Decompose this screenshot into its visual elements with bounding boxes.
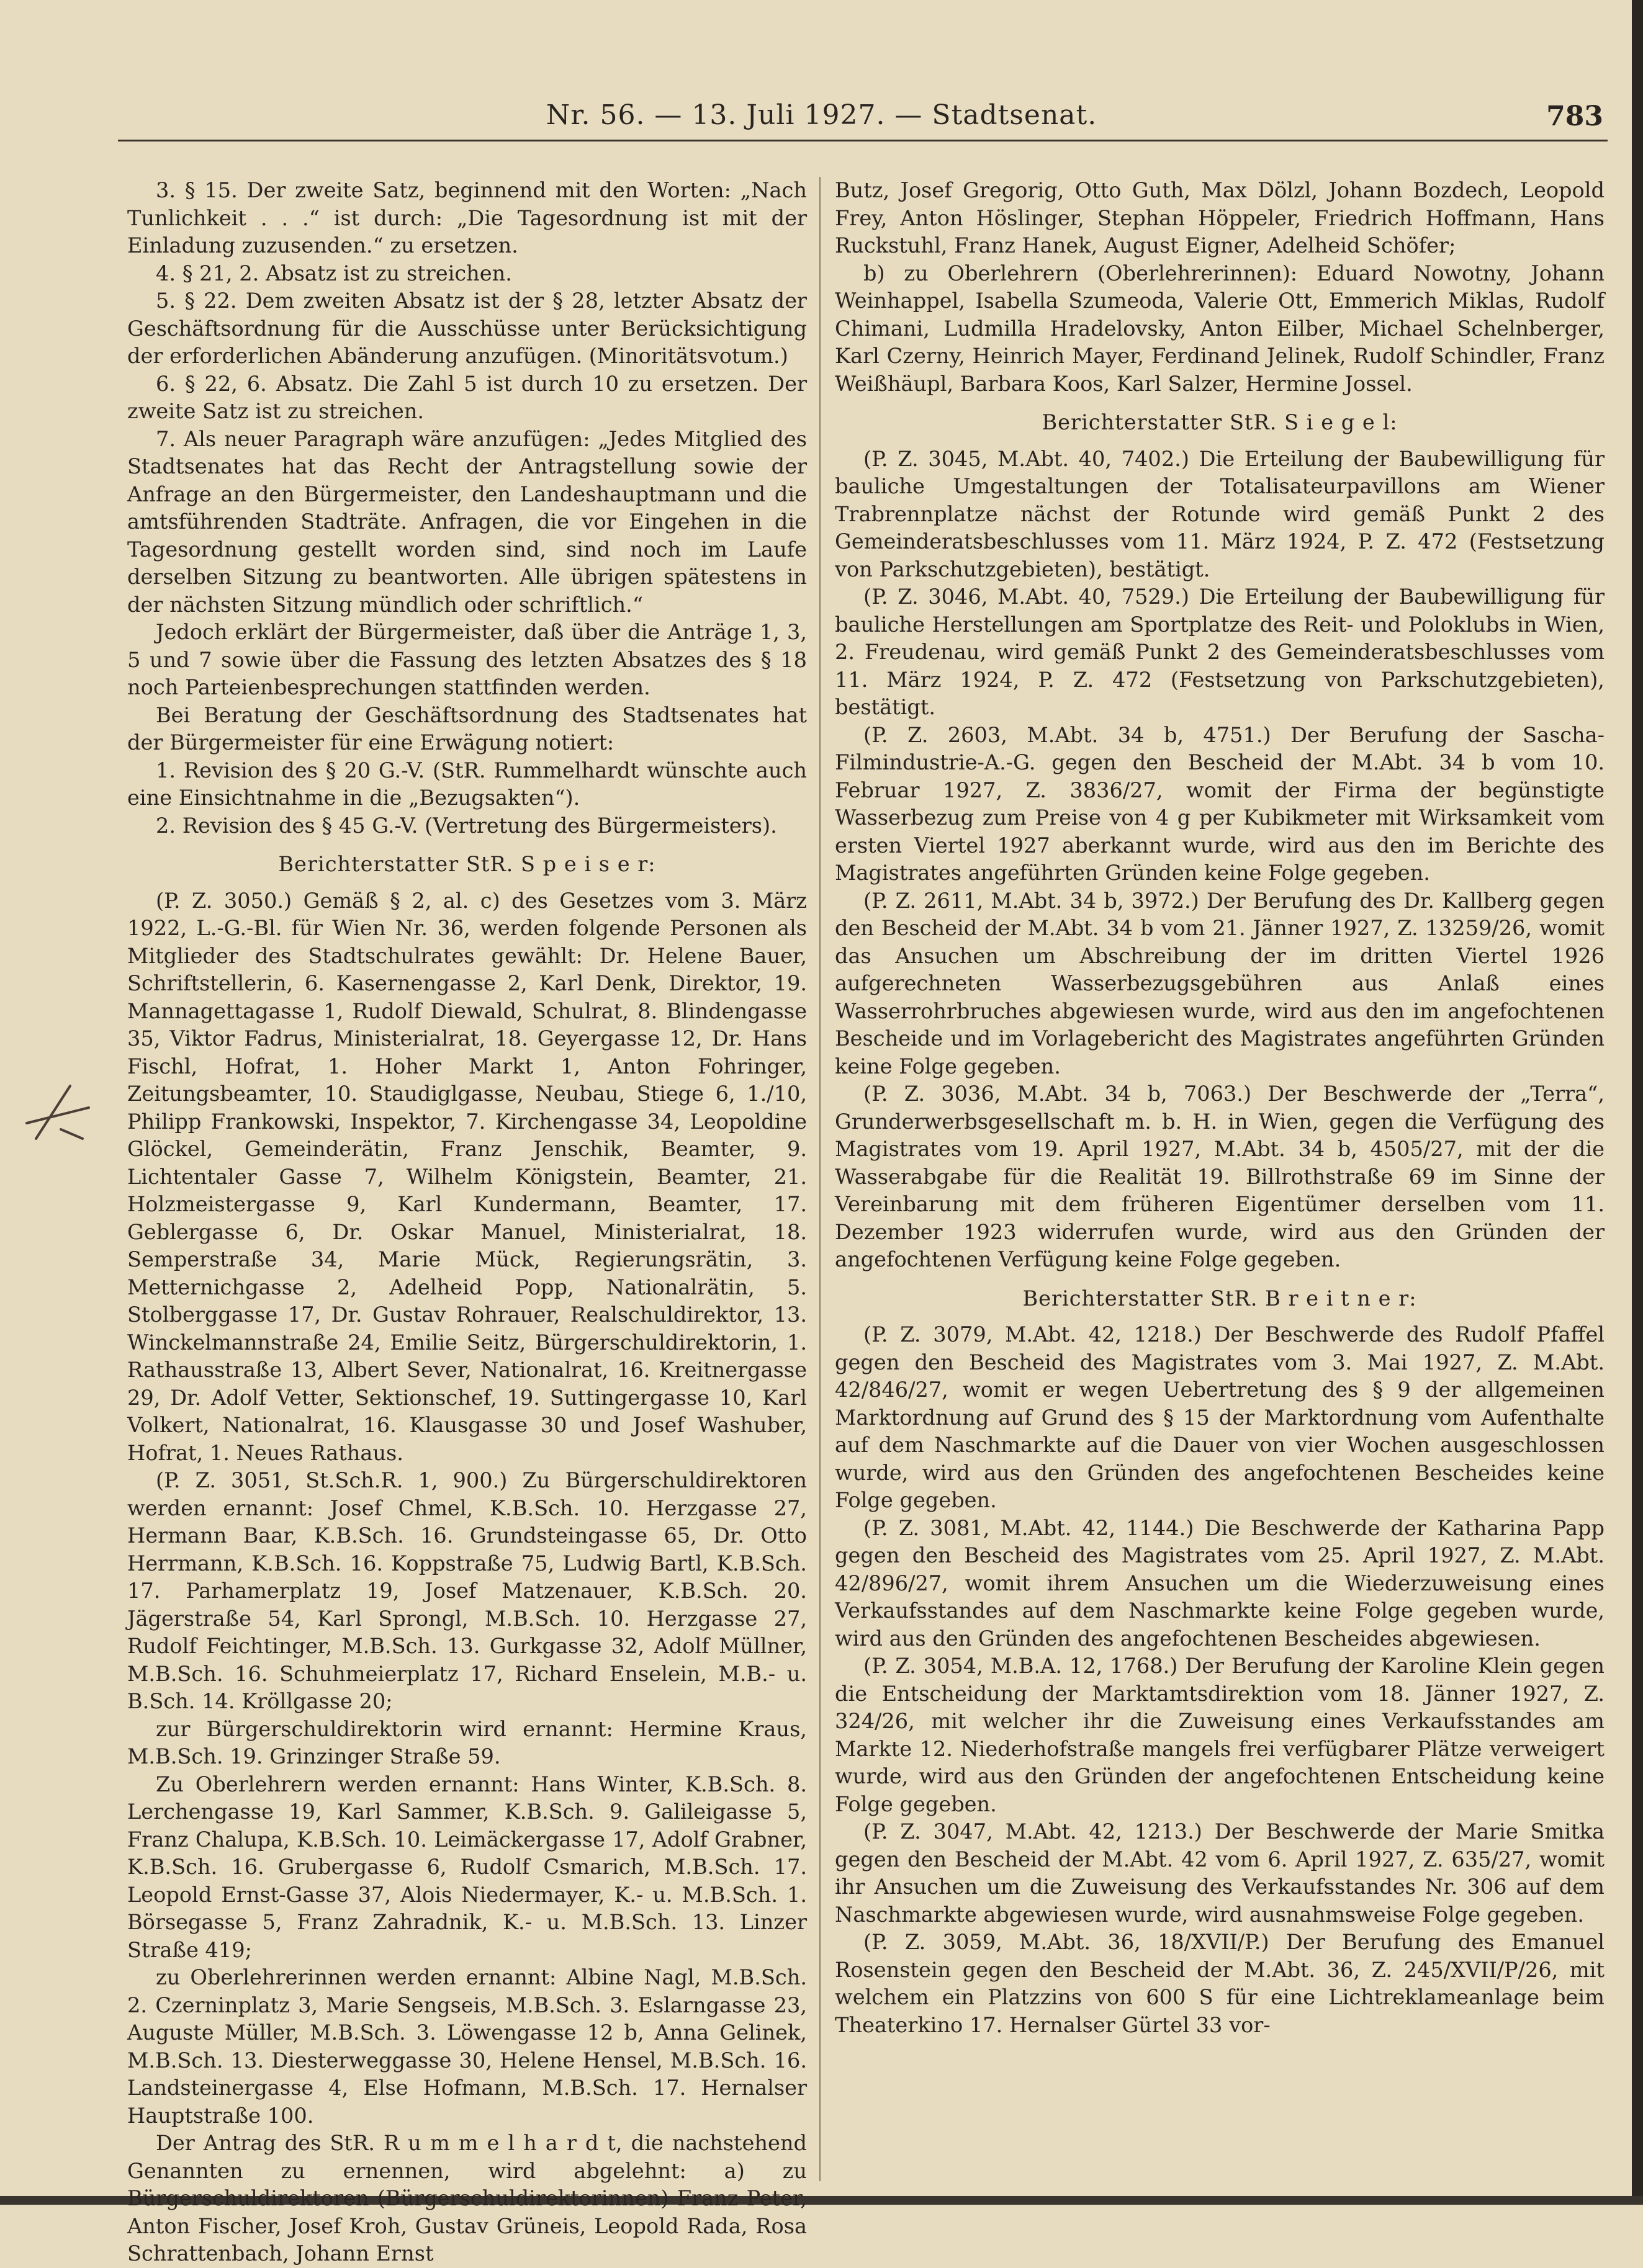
paragraph: (P. Z. 3045, M.Abt. 40, 7402.) Die Erteilung der Baubewilligung für bauliche Umgestaltungen der Totalisateurpavillons am Wiener Trabrennplatze nächst der Rotunde wird gemäß Punkt 2 des Gemeinderatsbeschlusses vom 11. März 1924, P. Z. 472 (Festsetzung von Parkschutzgebieten), bestätigt. (835, 446, 1605, 581)
left-column (127, 177, 807, 2268)
paragraph: (P. Z. 3050.) Gemäß § 2, al. c) des Gesetzes vom 3. März 1922, L.-G.-Bl. für Wien Nr. 36, werden folgende Personen als Mitglieder des Stadtschulrates gewählt: Dr. Helene Bauer, Schriftstellerin, 6. Kasernengasse 2, Karl Denk, Direktor, 19. Mannagettagasse 1, Rudolf Diewald, Schulrat, 8. Blindengasse 35, Viktor Fadrus, Ministerialrat, 18. Geyergasse 12, Dr. Hans Fischl, Hofrat, 1. Hoher Markt 1, Anton Fohringer, Zeitungsbeamter, 10. Staudiglgasse, Neubau, Stiege 6, 1./10, Philipp Frankowski, Inspektor, 7. Kirchengasse 34, Leopoldine Glöckel, Gemeinderätin, Franz Jenschik, Beamter, 9. Lichtentaler Gasse 7, Wilhelm Königstein, Beamter, 21. Holzmeistergasse 9, Karl Kundermann, Beamter, 17. Geblergasse 6, Dr. Oskar Manuel, Ministerialrat, 18. Semperstraße 34, Marie Mück, Regierungsrätin, 3. Metternichgasse 2, Adelheid Popp, Nationalrätin, 5. Stolberggasse 17, Dr. Gustav Rohrauer, Realschuldirektor, 13. Winckelmannstraße 24, Emilie Seitz, Bürgerschuldirektorin, 1. Rathausstraße 13, Albert Sever, Nationalrat, 16. Kreitnergasse 29, Dr. Adolf Vetter, Sektionschef, 19. Suttingergasse 10, Karl Volkert, Nationalrat, 16. Klausgasse 30 und Josef Washuber, Hofrat, 1. Neues Rathaus. (127, 888, 807, 1465)
paragraph: 6. § 22, 6. Absatz. Die Zahl 5 ist durch 10 zu ersetzen. Der zweite Satz ist zu streichen. (127, 371, 807, 423)
paragraph: (P. Z. 3047, M.Abt. 42, 1213.) Der Beschwerde der Marie Smitka gegen den Bescheid der M.Abt. 42 vom 6. April 1927, Z. 635/27, womit ihr Ansuchen um die Zuweisung des Verkaufsstandes Nr. 306 auf dem Naschmarkte abgewiesen wurde, wird ausnahmsweise Folge gegeben. (835, 1819, 1605, 1927)
paragraph: (P. Z. 3059, M.Abt. 36, 18/XVII/P.) Der Berufung des Emanuel Rosenstein gegen den Bescheid der M.Abt. 36, Z. 245/XVII/P/26, mit welchem ein Platzzins von 600 S für eine Lichtreklameanlage beim Theaterkino 17. Hernalser Gürtel 33 vor- (835, 1930, 1605, 2037)
paragraph: Butz, Josef Gregorig, Otto Guth, Max Dölzl, Johann Bozdech, Leopold Frey, Anton Höslinger, Stephan Höppeler, Friedrich Hoffmann, Hans Ruckstuhl, Franz Hanek, August Eigner, Adelheid Schöfer; (835, 178, 1605, 258)
paragraph: Der Antrag des StR. R u m m e l h a r d t, die nachstehend Genannten zu ernennen, wird abgelehnt: a) zu Bürgerschuldirektoren (Bürgerschuldirektorinnen) Franz Peter, Anton Fischer, Josef Kroh, Gustav Grüneis, Leopold Rada, Rosa Schrattenbach, Johann Ernst (127, 2131, 807, 2266)
header-title: Nr. 56. — 13. Juli 1927. — Stadtsenat. (546, 99, 1097, 131)
paragraph: 5. § 22. Dem zweiten Absatz ist der § 28, letzter Absatz der Geschäftsordnung für die Ausschüsse unter Berücksichtigung der erforderlichen Abänderung anzufügen. (Minoritätsvotum.) (127, 289, 807, 368)
right-column (835, 177, 1605, 2039)
section-heading: Berichterstatter StR. S p e i s e r: (278, 852, 656, 876)
paragraph: (P. Z. 3081, M.Abt. 42, 1144.) Die Beschwerde der Katharina Papp gegen den Bescheid des Magistrates vom 25. April 1927, Z. M.Abt. 42/896/27, womit ihrem Ansuchen um die Wiederzuweisung eines Verkaufsstandes auf dem Naschmarkte keine Folge gegeben wurde, wird aus den Gründen des angefochtenen Bescheides abgewiesen. (835, 1515, 1605, 1651)
paragraph: b) zu Oberlehrern (Oberlehrerinnen): Eduard Nowotny, Johann Weinhappel, Isabella Szumeoda, Valerie Ott, Emmerich Miklas, Rudolf Chimani, Ludmilla Hradelovsky, Anton Eilber, Michael Schelnberger, Karl Czerny, Heinrich Mayer, Ferdinand Jelinek, Rudolf Schindler, Franz Weißhäupl, Barbara Koos, Karl Salzer, Hermine Jossel. (835, 261, 1605, 396)
paragraph: 7. Als neuer Paragraph wäre anzufügen: „Jedes Mitglied des Stadtsenates hat das Recht der Antragstellung sowie der Anfrage an den Bürgermeister, den Landeshauptmann und die amtsführenden Stadträte. Anfragen, die vor Eingehen in die Tagesordnung gestellt worden sind, sind noch im Laufe derselben Sitzung zu beantworten. Alle übrigen spätestens in der nächsten Sitzung mündlich oder schriftlich.“ (127, 426, 807, 617)
header-rule (118, 140, 1608, 141)
paragraph: 1. Revision des § 20 G.-V. (StR. Rummelhardt wünschte auch eine Einsichtnahme in die „Bezugsakten“). (127, 758, 807, 810)
section-heading: Berichterstatter StR. S i e g e l: (1042, 410, 1398, 434)
paragraph: (P. Z. 3051, St.Sch.R. 1, 900.) Zu Bürgerschuldirektoren werden ernannt: Josef Chmel, K.B.Sch. 10. Herzgasse 27, Hermann Baar, K.B.Sch. 16. Grundsteingasse 65, Dr. Otto Herrmann, K.B.Sch. 16. Koppstraße 75, Ludwig Bartl, K.B.Sch. 17. Parhamerplatz 19, Josef Matzenauer, K.B.Sch. 20. Jägerstraße 54, Karl Sprongl, M.B.Sch. 10. Herzgasse 27, Rudolf Feichtinger, M.B.Sch. 13. Gurkgasse 32, Adolf Müllner, M.B.Sch. 16. Schuhmeierplatz 17, Richard Enselein, M.B.- u. B.Sch. 14. Kröllgasse 20; (127, 1468, 807, 1713)
page-header (0, 99, 1643, 137)
paragraph: Jedoch erklärt der Bürgermeister, daß über die Anträge 1, 3, 5 und 7 sowie über die Fassung des letzten Absatzes des § 18 noch Parteienbesprechungen stattfinden werden. (127, 620, 807, 699)
page-edge-right (1632, 0, 1643, 2205)
paragraph: Bei Beratung der Geschäftsordnung des Stadtsenates hat der Bürgermeister für eine Erwägung notiert: (127, 702, 807, 755)
paragraph: 3. § 15. Der zweite Satz, beginnend mit den Worten: „Nach Tunlichkeit . . .“ ist durch: „Die Tagesordnung ist mit der Einladung zuzusenden.“ zu ersetzen. (127, 178, 807, 258)
paragraph: (P. Z. 2611, M.Abt. 34 b, 3972.) Der Berufung des Dr. Kallberg gegen den Bescheid der M.Abt. 34 b vom 21. Jänner 1927, Z. 13259/26, womit das Ansuchen um Abschreibung der im dritten Viertel 1926 aufgerechneten Wasserbezugsgebühren aus Anlaß eines Wasserrohrbruches abgewiesen wurde, wird aus den im angefochtenen Bescheide und im Vorlagebericht des Magistrates angeführten Gründen keine Folge gegeben. (835, 888, 1605, 1078)
paragraph: (P. Z. 3036, M.Abt. 34 b, 7063.) Der Beschwerde der „Terra“, Grunderwerbsgesellschaft m. b. H. in Wien, gegen die Verfügung des Magistrates vom 19. April 1927, M.Abt. 34 b, 4505/27, mit der die Wasserabgabe für die Realität 19. Billrothstraße 69 im Sinne der Vereinbarung mit dem früheren Eigentümer derselben vom 11. Dezember 1923 widerrufen wurde, wird aus den Gründen der angefochtenen Verfügung keine Folge gegeben. (835, 1082, 1605, 1271)
paragraph: Zu Oberlehrern werden ernannt: Hans Winter, K.B.Sch. 8. Lerchengasse 19, Karl Sammer, K.B.Sch. 9. Galileigasse 5, Franz Chalupa, K.B.Sch. 10. Leimäckergasse 17, Adolf Grabner, K.B.Sch. 16. Grubergasse 6, Rudolf Csmarich, M.B.Sch. 17. Leopold Ernst-Gasse 37, Alois Niedermayer, K.- u. M.B.Sch. 1. Börsegasse 5, Franz Zahradnik, K.- u. M.B.Sch. 13. Linzer Straße 419; (127, 1772, 807, 1962)
section-heading: Berichterstatter StR. B r e i t n e r: (1022, 1286, 1417, 1311)
paragraph: (P. Z. 3046, M.Abt. 40, 7529.) Die Erteilung der Baubewilligung für bauliche Herstellungen am Sportplatze des Reit- und Poloklubs in Wien, 2. Freudenau, wird gemäß Punkt 2 des Gemeinderatsbeschlusses vom 11. März 1924, P. Z. 472 (Festsetzung von Parkschutzgebieten), bestätigt. (835, 585, 1605, 719)
paragraph: (P. Z. 3079, M.Abt. 42, 1218.) Der Beschwerde des Rudolf Pfaffel gegen den Bescheid des Magistrates vom 3. Mai 1927, Z. M.Abt. 42/846/27, womit er wegen Uebertretung des § 9 der allgemeinen Marktordnung auf Grund des § 15 der Marktordnung vom Aufenthalte auf dem Naschmarkte auf die Dauer von vier Wochen ausgeschlossen wurde, wird aus den Gründen des angefochtenen Bescheides keine Folge gegeben. (835, 1322, 1605, 1512)
paragraph: 4. § 21, 2. Absatz ist zu streichen. (156, 261, 512, 285)
column-divider (819, 177, 821, 2181)
paragraph: zur Bürgerschuldirektorin wird ernannt: Hermine Kraus, M.B.Sch. 19. Grinzinger Straße 59. (127, 1716, 807, 1768)
paragraph: zu Oberlehrerinnen werden ernannt: Albine Nagl, M.B.Sch. 2. Czerninplatz 3, Marie Sengseis, M.B.Sch. 3. Eslarngasse 23, Auguste Müller, M.B.Sch. 3. Löwengasse 12 b, Anna Gelinek, M.B.Sch. 13. Diesterweggasse 30, Helene Hensel, M.B.Sch. 16. Landsteinergasse 4, Else Hofmann, M.B.Sch. 17. Hernalser Hauptstraße 100. (127, 1965, 807, 2128)
paragraph: 2. Revision des § 45 G.-V. (Vertretung des Bürgermeisters). (156, 813, 777, 838)
paragraph: (P. Z. 3054, M.B.A. 12, 1768.) Der Berufung der Karoline Klein gegen die Entscheidung der Marktamtsdirektion vom 18. Jänner 1927, Z. 324/26, mit welcher ihr die Zuweisung eines Verkaufsstandes am Markte 12. Niederhofstraße mangels frei verfügbarer Plätze verweigert wurde, wird aus den Gründen der angefochtenen Entscheidung keine Folge gegeben. (835, 1654, 1605, 1816)
page-number: 783 (1546, 101, 1603, 132)
handwritten-margin-mark (24, 1080, 92, 1148)
paragraph: (P. Z. 2603, M.Abt. 34 b, 4751.) Der Berufung der Sascha-Filmindustrie-A.-G. gegen den Bescheid der M.Abt. 34 b vom 10. Februar 1927, Z. 3836/27, womit der Firma der begünstigte Wasserbezug zum Preise von 4 g per Kubikmeter mit Wirksamkeit vom ersten Viertel 1927 aberkannt wurde, wird aus den im Berichte des Magistrates angeführten Gründen keine Folge gegeben. (835, 722, 1605, 885)
